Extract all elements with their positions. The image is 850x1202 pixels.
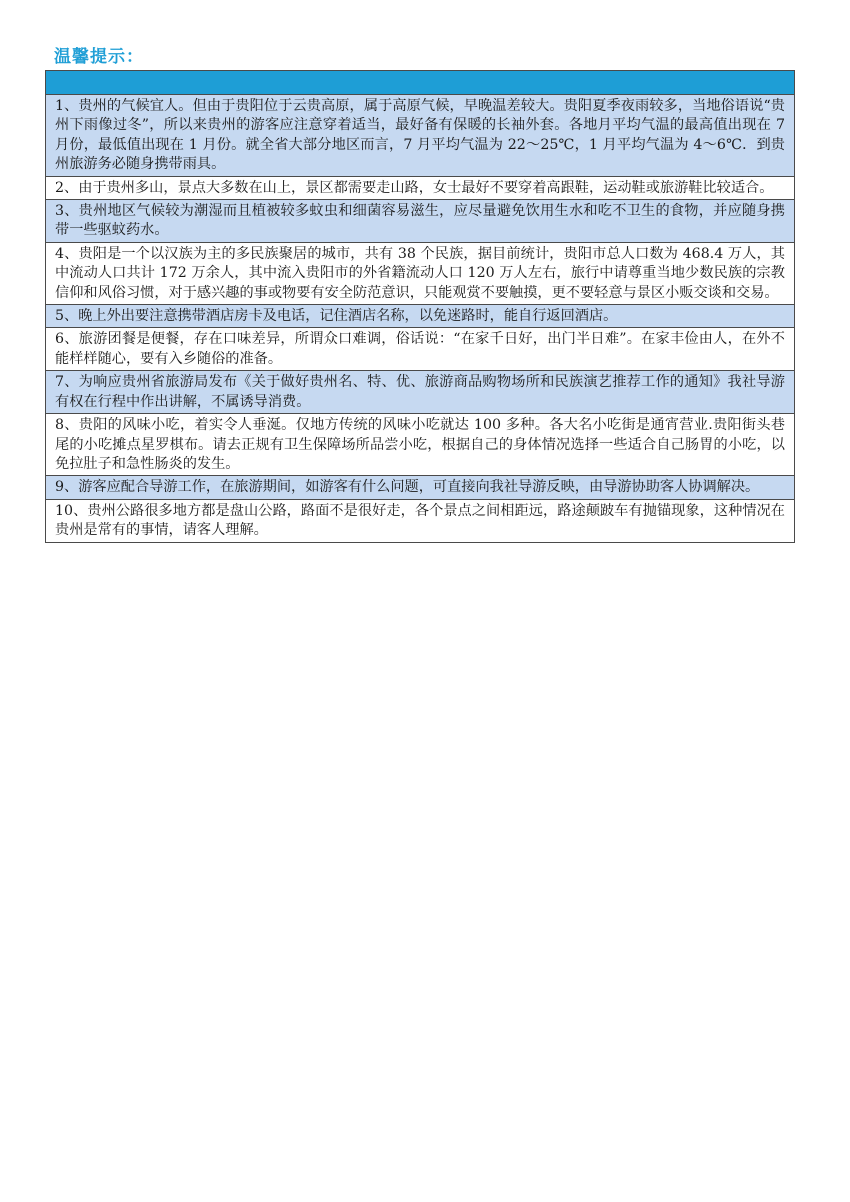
tip-row-3 [46,200,795,243]
tips-table [45,70,795,543]
tip-row-5 [46,305,795,328]
tip-row-4 [46,242,795,304]
tip-row-8 [46,414,795,476]
tip-text: 6、旅游团餐是便餐，存在口味差异，所谓众口难调，俗话说：“在家千日好，出门半日难”。在家丰俭由人，在外不能样样随心，要有入乡随俗的准备。 [46,328,795,371]
tip-text: 10、贵州公路很多地方都是盘山公路，路面不是很好走，各个景点之间相距远，路途颠跛车有抛锚现象，这种情况在贵州是常有的事情，请客人理解。 [46,499,795,542]
tip-row-2 [46,176,795,199]
tip-row-10 [46,499,795,542]
tip-text: 5、晚上外出要注意携带酒店房卡及电话，记住酒店名称，以免迷路时，能自行返回酒店。 [46,305,795,328]
tip-text: 2、由于贵州多山，景点大多数在山上，景区都需要走山路，女士最好不要穿着高跟鞋，运动鞋或旅游鞋比较适合。 [46,176,795,199]
tip-row-7 [46,371,795,414]
tip-text: 7、为响应贵州省旅游局发布《关于做好贵州名、特、优、旅游商品购物场所和民族演艺推荐工作的通知》我社导游有权在行程中作出讲解，不属诱导消费。 [46,371,795,414]
tip-text: 1、贵州的气候宜人。但由于贵阳位于云贵高原，属于高原气候，早晚温差较大。贵阳夏季夜雨较多，当地俗语说“贵州下雨像过冬”，所以来贵州的游客应注意穿着适当，最好备有保暖的长袖外套。各地月平均气温的最高值出现在 7 月份，最低值出现在 1 月份。就全省大部分地区而言，7 月平均气温为 22～25℃，1 月平均气温为 4～6℃．到贵州旅游务必随身携带雨具。 [46,95,795,177]
table-header-row [46,71,795,95]
page-heading: 温馨提示： [54,47,144,67]
tip-text: 8、贵阳的风味小吃，着实令人垂涎。仅地方传统的风味小吃就达 100 多种。各大名小吃街是通宵营业.贵阳街头巷尾的小吃摊点星罗棋布。请去正规有卫生保障场所品尝小吃，根据自己的身体情况选择一些适合自己肠胃的小吃，以免拉肚子和急性肠炎的发生。 [46,414,795,476]
tip-text: 3、贵州地区气候较为潮湿而且植被较多蚊虫和细菌容易滋生，应尽量避免饮用生水和吃不卫生的食物，并应随身携带一些驱蚊药水。 [46,200,795,243]
tip-text: 4、贵阳是一个以汉族为主的多民族聚居的城市，共有 38 个民族，据目前统计，贵阳市总人口数为 468.4 万人，其中流动人口共计 172 万余人，其中流入贵阳市的外省籍流动人口 120 万人左右，旅行中请尊重当地少数民族的宗教信仰和风俗习惯，对于感兴趣的事或物要有安全防范意识，只能观赏不要触摸，更不要轻意与景区小贩交谈和交易。 [46,242,795,304]
tip-row-1 [46,95,795,177]
tip-text: 9、游客应配合导游工作，在旅游期间，如游客有什么问题，可直接向我社导游反映，由导游协助客人协调解决。 [46,476,795,499]
table-header-cell [46,71,795,95]
tip-row-6 [46,328,795,371]
tip-row-9 [46,476,795,499]
